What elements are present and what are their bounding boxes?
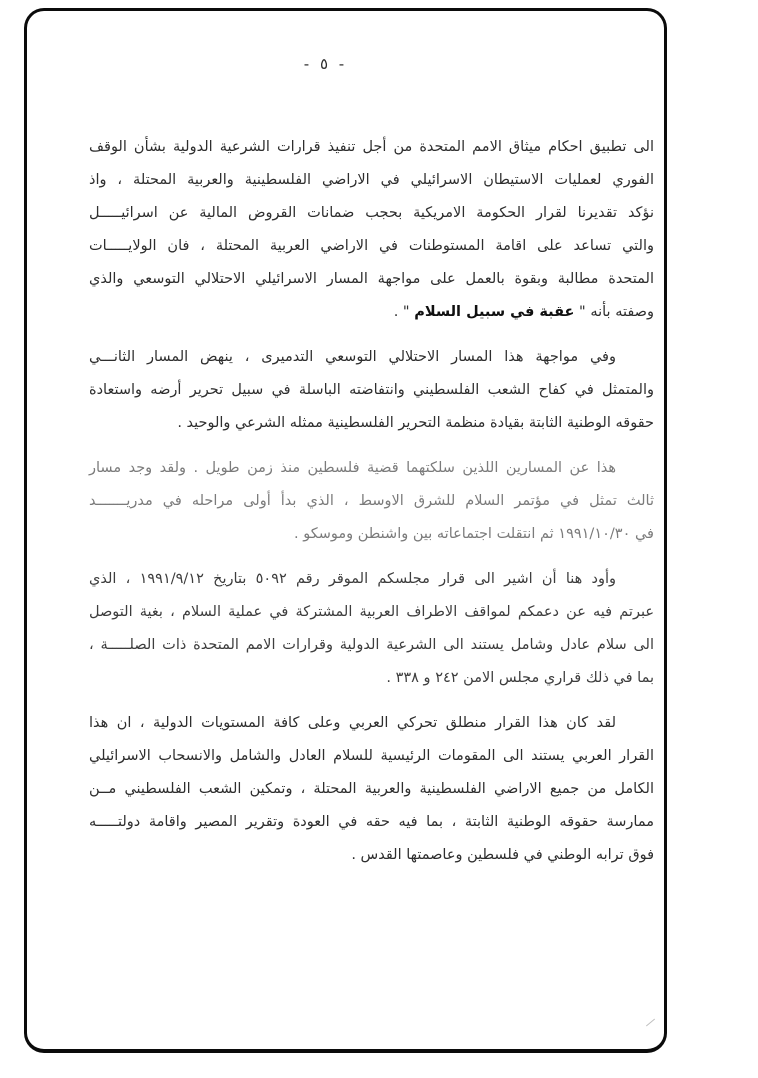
text-line: في ١٩٩١/١٠/٣٠ ثم انتقلت اجتماعاته بين واشنطن وموسكو . — [294, 526, 654, 542]
text-line-quote — [89, 296, 654, 329]
document-body — [89, 131, 654, 884]
text-line: وأود هنا أن اشير الى قرار مجلسكم الموقر رقم ٥٠٩٢ بتاريخ ١٩٩١/٩/١٢ ، الذي — [89, 571, 617, 587]
text-line: وفي مواجهة هذا المسار الاحتلالي التوسعي التدميرى ، ينهض المسار الثانـــي — [89, 349, 616, 365]
text-line: هذا عن المسارين اللذين سلكتهما قضية فلسطين منذ زمن طويل . ولقد وجد مسار — [89, 460, 616, 476]
page-number: - ٥ - — [303, 55, 345, 73]
quote-suffix: " . — [393, 304, 415, 320]
quote-prefix: وصفته بأنه " — [574, 304, 654, 320]
quote-phrase: عقبة في سبيل السلام — [414, 304, 575, 320]
text-line: ثالث تمثل في مؤتمر السلام للشرق الاوسط ، الذي بدأ أولى مراحله في مدريـــــــد — [89, 493, 654, 509]
paragraph-5 — [89, 707, 654, 872]
text-line: القرار العربي يستند الى المقومات الرئيسية للسلام العادل والشامل والانسحاب الاسرائيلي — [89, 748, 654, 764]
text-line: الفوري لعمليات الاستيطان الاسرائيلي في الاراضي الفلسطينية والعربية المحتلة ، واذ — [89, 172, 654, 188]
text-line: عبرتم فيه عن دعمكم لمواقف الاطراف العربية المشتركة في عملية السلام ، بغية التوصل — [89, 604, 654, 620]
text-line: فوق ترابه الوطني في فلسطين وعاصمتها القدس . — [351, 847, 654, 863]
text-line: لقد كان هذا القرار منطلق تحركي العربي وعلى كافة المستويات الدولية ، ان هذا — [89, 715, 616, 731]
paragraph-4 — [89, 563, 654, 695]
text-line: والمتمثل في كفاح الشعب الفلسطيني وانتفاضته الباسلة في سبيل تحرير أرضه واستعادة — [89, 382, 654, 398]
paragraph-3 — [89, 452, 654, 551]
text-line: نؤكد تقديرنا لقرار الحكومة الامريكية بحجب ضمانات القروض المالية عن اسرائيـــــل — [89, 205, 654, 221]
text-line: حقوقه الوطنية الثابتة بقيادة منظمة التحرير الفلسطينية ممثله الشرعي والوحيد . — [177, 415, 654, 431]
text-line: بما في ذلك قراري مجلس الامن ٢٤٢ و ٣٣٨ . — [386, 670, 654, 686]
text-line: الى تطبيق احكام ميثاق الامم المتحدة من أجل تنفيذ قرارات الشرعية الدولية بشأن الوقف — [89, 139, 654, 155]
text-line: المتحدة مطالبة وبقوة بالعمل على مواجهة المسار الاسرائيلي الاحتلالي التوسعي والذي — [89, 271, 654, 287]
text-line: الى سلام عادل وشامل يستند الى الشرعية الدولية وقرارات الامم المتحدة ذات الصلـــــة ، — [89, 637, 654, 653]
paragraph-1 — [89, 131, 654, 329]
paragraph-2 — [89, 341, 654, 440]
text-line: الكامل من جميع الاراضي الفلسطينية والعربية المحتلة ، وتمكين الشعب الفلسطيني مــن — [89, 781, 654, 797]
text-line: ممارسة حقوقه الوطنية الثابتة ، بما فيه حقه في العودة وتقرير المصير واقامة دولتـــــه — [89, 814, 654, 830]
text-line: والتي تساعد على اقامة المستوطنات في الاراضي العربية المحتلة ، فان الولايـــــات — [89, 238, 654, 254]
